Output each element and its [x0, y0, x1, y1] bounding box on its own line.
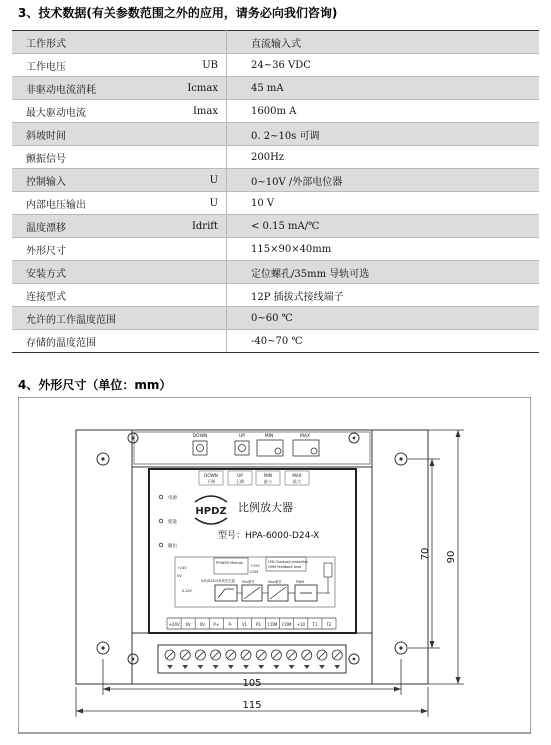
- spec-name: 工作电压: [12, 54, 176, 77]
- spec-row: [12, 192, 539, 215]
- spec-row: [12, 31, 539, 54]
- spec-value: 10 V: [227, 192, 540, 215]
- spec-row: [12, 123, 539, 146]
- spec-row: [12, 284, 539, 307]
- pot-label: DOWN: [192, 434, 208, 439]
- panel-label-en: UP: [237, 473, 243, 478]
- diagram-label: COM: [250, 570, 259, 574]
- spec-value: -40~70 ℃: [227, 330, 540, 353]
- spec-symbol: U: [176, 192, 227, 215]
- terminal-label: +24V: [168, 622, 180, 627]
- spec-row: [12, 238, 539, 261]
- spec-symbol: [176, 261, 227, 284]
- spec-symbol: [176, 330, 227, 353]
- spec-value: 0. 2~10s 可调: [227, 123, 540, 146]
- spec-name: 最大驱动电流: [12, 100, 176, 123]
- terminal-label: P1: [256, 622, 262, 627]
- terminal-label: COM: [267, 622, 278, 627]
- pot-label: MAX: [299, 434, 311, 439]
- product-name: 比例放大器: [238, 501, 293, 514]
- spec-value: 1600m A: [227, 100, 540, 123]
- spec-row: [12, 330, 539, 353]
- spec-name: 非驱动电流消耗: [12, 77, 176, 100]
- spec-name: 工作形式: [12, 31, 176, 54]
- spec-row: [12, 100, 539, 123]
- spec-name: 斜坡时间: [12, 123, 176, 146]
- terminal-label: V1: [241, 622, 248, 627]
- terminal-label: +10: [296, 622, 306, 627]
- diagram-label: Max调节: [268, 580, 282, 584]
- terminal-label: P+: [213, 622, 220, 627]
- spec-value: 115×90×40mm: [227, 238, 540, 261]
- section-4-heading: 4、外形尺寸（单位：mm）: [18, 378, 172, 392]
- terminal-label: COM: [282, 622, 292, 627]
- panel-label-cn: 最小: [263, 479, 273, 484]
- spec-value: 0~60 ℃: [227, 307, 540, 330]
- dimension-drawing: [18, 397, 531, 737]
- section-3-heading: 3、技术数据(有关参数范围之外的应用，请务必向我们咨询): [18, 6, 338, 20]
- spec-value: 0~10V /外部电位器: [227, 169, 540, 192]
- front-panel: [149, 469, 356, 633]
- spec-row: [12, 77, 539, 100]
- spec-name: 颤振信号: [12, 146, 176, 169]
- spec-symbol: U: [176, 169, 227, 192]
- spec-name: 连接型式: [12, 284, 176, 307]
- pot-label: MIN: [264, 434, 274, 439]
- spec-value: 200Hz: [227, 146, 540, 169]
- terminal-label: 0V: [199, 622, 205, 627]
- spec-value: 直流输入式: [227, 31, 540, 54]
- diagram-label: PWM: [296, 580, 305, 584]
- diagram-label: 0-10V: [182, 589, 192, 593]
- spec-row: [12, 261, 539, 284]
- spec-symbol: [176, 238, 227, 261]
- spec-name: 安装方式: [12, 261, 176, 284]
- spec-symbol: Idrift: [176, 215, 227, 238]
- spec-row: [12, 307, 539, 330]
- panel-label-cn: 上降: [235, 479, 245, 484]
- led-label: 电源: [168, 496, 177, 501]
- dimension-90-label: 90: [446, 550, 457, 564]
- dimension-105-label: 105: [242, 678, 262, 689]
- panel-label-cn: 下降: [206, 479, 216, 484]
- diagram-label: U/S(D24V)斜坡发生器: [201, 579, 235, 583]
- spec-name: 控制输入: [12, 169, 176, 192]
- panel-label-cn: 最大: [292, 479, 302, 484]
- panel-label-en: MIN: [264, 473, 272, 478]
- diagram-label: 0V: [177, 574, 182, 578]
- spec-symbol: Icmax: [176, 77, 227, 100]
- spec-name: 外形尺寸: [12, 238, 176, 261]
- spec-value: 45 mA: [227, 77, 540, 100]
- spec-row: [12, 215, 539, 238]
- spec-symbol: Imax: [176, 100, 227, 123]
- diagram-label: OHM Feedback Area: [268, 565, 302, 569]
- spec-value: 12P 插拔式接线端子: [227, 284, 540, 307]
- diagram-label: +15V: [250, 564, 260, 568]
- spec-value: < 0.15 mA/℃: [227, 215, 540, 238]
- spec-name: 存储的温度范围: [12, 330, 176, 353]
- dimension-70-label: 70: [420, 547, 431, 561]
- led-label: 使能: [168, 520, 177, 525]
- spec-table: [12, 30, 539, 353]
- diagram-label: +24V: [177, 566, 187, 570]
- spec-symbol: UB: [176, 54, 227, 77]
- dimension-115-label: 115: [242, 700, 262, 711]
- spec-row: [12, 54, 539, 77]
- spec-symbol: [176, 284, 227, 307]
- spec-name: 内部电压输出: [12, 192, 176, 215]
- spec-symbol: [176, 123, 227, 146]
- diagram-label: POWER Module: [216, 561, 243, 565]
- terminal-label: T2: [326, 622, 332, 627]
- spec-row: [12, 146, 539, 169]
- spec-name: 允许的工作温度范围: [12, 307, 176, 330]
- terminal-label: T1: [312, 622, 318, 627]
- panel-label-en: MAX: [292, 473, 302, 478]
- logo-text: HPDZ: [195, 506, 227, 517]
- spec-symbol: [176, 307, 227, 330]
- spec-symbol: [176, 146, 227, 169]
- panel-label-en: DOWN: [204, 473, 218, 478]
- spec-value: 24~36 VDC: [227, 54, 540, 77]
- spec-row: [12, 169, 539, 192]
- led-label: 输出: [168, 544, 177, 549]
- terminal-label: 0V: [185, 622, 191, 627]
- pot-label: UP: [238, 434, 246, 439]
- diagram-label: Min调节: [242, 580, 255, 584]
- spec-name: 温度漂移: [12, 215, 176, 238]
- spec-symbol: [176, 31, 227, 54]
- diagram-label: LED Overload protection: [268, 560, 309, 564]
- model-number: 型号：HPA-6000-D24-X: [218, 531, 320, 541]
- terminal-label: P-: [228, 622, 233, 627]
- spec-value: 定位螺孔/35mm 导轨可选: [227, 261, 540, 284]
